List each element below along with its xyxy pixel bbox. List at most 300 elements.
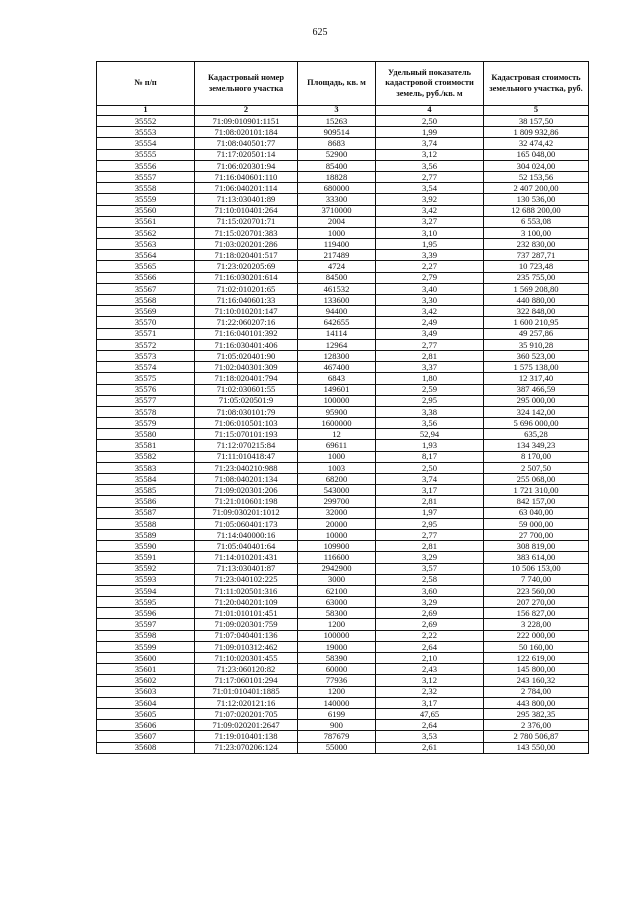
cell-row-number: 35566 xyxy=(97,272,195,283)
cell-cadastral-value: 156 827,00 xyxy=(484,608,589,619)
cell-row-number: 35587 xyxy=(97,507,195,518)
cell-area: 109900 xyxy=(298,541,376,552)
cell-row-number: 35599 xyxy=(97,641,195,652)
cell-row-number: 35607 xyxy=(97,731,195,742)
cell-unit-value: 2,77 xyxy=(376,529,484,540)
cell-row-number: 35580 xyxy=(97,429,195,440)
cell-area: 19000 xyxy=(298,641,376,652)
table-row xyxy=(97,653,589,664)
cell-cadastral-number: 71:23:040102:225 xyxy=(195,574,298,585)
cell-cadastral-value: 10 723,48 xyxy=(484,261,589,272)
table-row xyxy=(97,720,589,731)
table-row xyxy=(97,462,589,473)
cell-cadastral-value: 52 153,56 xyxy=(484,171,589,182)
table-row xyxy=(97,317,589,328)
cell-cadastral-value: 1 721 310,00 xyxy=(484,485,589,496)
cell-cadastral-number: 71:12:020121:16 xyxy=(195,697,298,708)
cell-row-number: 35600 xyxy=(97,653,195,664)
table-row xyxy=(97,429,589,440)
table-row xyxy=(97,194,589,205)
header-area: Площадь, кв. м xyxy=(298,62,376,106)
cell-cadastral-value: 383 614,00 xyxy=(484,552,589,563)
cell-row-number: 35585 xyxy=(97,485,195,496)
cell-unit-value: 3,49 xyxy=(376,328,484,339)
cell-area: 680000 xyxy=(298,183,376,194)
cell-cadastral-value: 304 024,00 xyxy=(484,160,589,171)
cell-area: 217489 xyxy=(298,250,376,261)
cell-cadastral-number: 71:18:020401:794 xyxy=(195,373,298,384)
cell-area: 55000 xyxy=(298,742,376,753)
table-row xyxy=(97,686,589,697)
cell-cadastral-number: 71:05:040401:64 xyxy=(195,541,298,552)
cell-cadastral-number: 71:10:010401:264 xyxy=(195,205,298,216)
cell-cadastral-value: 38 157,50 xyxy=(484,116,589,127)
cell-cadastral-number: 71:05:020401:90 xyxy=(195,350,298,361)
cell-row-number: 35569 xyxy=(97,306,195,317)
table-row xyxy=(97,406,589,417)
header-row xyxy=(97,62,589,106)
column-number: 1 xyxy=(97,106,195,116)
cell-row-number: 35575 xyxy=(97,373,195,384)
cell-cadastral-value: 143 550,00 xyxy=(484,742,589,753)
cell-cadastral-number: 71:20:040201:109 xyxy=(195,597,298,608)
cell-row-number: 35589 xyxy=(97,529,195,540)
cell-unit-value: 1,99 xyxy=(376,127,484,138)
table-row xyxy=(97,552,589,563)
cell-cadastral-number: 71:03:020201:286 xyxy=(195,239,298,250)
cell-area: 18828 xyxy=(298,171,376,182)
table-row xyxy=(97,149,589,160)
cell-area: 116600 xyxy=(298,552,376,563)
table-row xyxy=(97,418,589,429)
cell-unit-value: 8,17 xyxy=(376,451,484,462)
table-row xyxy=(97,529,589,540)
cell-row-number: 35597 xyxy=(97,619,195,630)
cell-cadastral-number: 71:10:010201:147 xyxy=(195,306,298,317)
cell-cadastral-value: 1 569 208,80 xyxy=(484,283,589,294)
header-cadastral-number: Кадастровый номер земельного участка xyxy=(195,62,298,106)
cell-cadastral-value: 12 317,40 xyxy=(484,373,589,384)
cell-cadastral-number: 71:22:060207:16 xyxy=(195,317,298,328)
cell-unit-value: 3,38 xyxy=(376,406,484,417)
cell-row-number: 35568 xyxy=(97,295,195,306)
cell-unit-value: 1,80 xyxy=(376,373,484,384)
cell-cadastral-value: 32 474,42 xyxy=(484,138,589,149)
cell-row-number: 35573 xyxy=(97,350,195,361)
cell-unit-value: 2,22 xyxy=(376,630,484,641)
cell-row-number: 35582 xyxy=(97,451,195,462)
cell-area: 12 xyxy=(298,429,376,440)
cell-unit-value: 3,60 xyxy=(376,585,484,596)
cell-area: 100000 xyxy=(298,630,376,641)
cell-cadastral-value: 322 848,00 xyxy=(484,306,589,317)
table-row xyxy=(97,272,589,283)
cell-row-number: 35574 xyxy=(97,362,195,373)
cell-row-number: 35590 xyxy=(97,541,195,552)
cell-cadastral-number: 71:16:040601:33 xyxy=(195,295,298,306)
cell-cadastral-number: 71:14:010201:431 xyxy=(195,552,298,563)
cell-unit-value: 2,81 xyxy=(376,541,484,552)
cell-area: 58390 xyxy=(298,653,376,664)
cell-cadastral-number: 71:05:060401:173 xyxy=(195,518,298,529)
cell-cadastral-value: 145 800,00 xyxy=(484,664,589,675)
cell-row-number: 35605 xyxy=(97,708,195,719)
cell-unit-value: 3,42 xyxy=(376,306,484,317)
cell-area: 58300 xyxy=(298,608,376,619)
cell-area: 299700 xyxy=(298,496,376,507)
cell-row-number: 35558 xyxy=(97,183,195,194)
cell-cadastral-number: 71:23:020205:69 xyxy=(195,261,298,272)
cell-unit-value: 2,32 xyxy=(376,686,484,697)
cell-cadastral-number: 71:07:020201:705 xyxy=(195,708,298,719)
cell-cadastral-value: 10 506 153,00 xyxy=(484,563,589,574)
cell-cadastral-value: 1 575 138,00 xyxy=(484,362,589,373)
cell-row-number: 35608 xyxy=(97,742,195,753)
cell-row-number: 35554 xyxy=(97,138,195,149)
cell-area: 140000 xyxy=(298,697,376,708)
table-row xyxy=(97,541,589,552)
cell-cadastral-number: 71:17:060101:294 xyxy=(195,675,298,686)
table-row xyxy=(97,485,589,496)
table-row xyxy=(97,227,589,238)
cell-row-number: 35562 xyxy=(97,227,195,238)
cell-row-number: 35552 xyxy=(97,116,195,127)
cell-cadastral-value: 295 382,35 xyxy=(484,708,589,719)
cell-row-number: 35570 xyxy=(97,317,195,328)
cell-row-number: 35603 xyxy=(97,686,195,697)
cell-unit-value: 2,95 xyxy=(376,518,484,529)
cell-row-number: 35586 xyxy=(97,496,195,507)
cell-row-number: 35579 xyxy=(97,418,195,429)
cell-cadastral-value: 635,28 xyxy=(484,429,589,440)
cell-row-number: 35602 xyxy=(97,675,195,686)
cell-area: 100000 xyxy=(298,395,376,406)
cell-unit-value: 2,69 xyxy=(376,619,484,630)
cell-unit-value: 3,37 xyxy=(376,362,484,373)
cell-unit-value: 2,95 xyxy=(376,395,484,406)
cell-area: 33300 xyxy=(298,194,376,205)
table-row xyxy=(97,608,589,619)
table-row xyxy=(97,127,589,138)
cell-unit-value: 3,56 xyxy=(376,160,484,171)
cell-row-number: 35591 xyxy=(97,552,195,563)
cell-area: 2004 xyxy=(298,216,376,227)
cell-row-number: 35565 xyxy=(97,261,195,272)
cell-unit-value: 2,64 xyxy=(376,641,484,652)
cell-cadastral-value: 134 349,23 xyxy=(484,440,589,451)
cell-unit-value: 2,59 xyxy=(376,384,484,395)
cell-cadastral-value: 842 157,00 xyxy=(484,496,589,507)
cell-unit-value: 2,50 xyxy=(376,462,484,473)
table-row xyxy=(97,474,589,485)
cell-area: 94400 xyxy=(298,306,376,317)
table-row xyxy=(97,283,589,294)
cell-unit-value: 3,74 xyxy=(376,138,484,149)
cell-unit-value: 3,29 xyxy=(376,552,484,563)
cell-area: 85400 xyxy=(298,160,376,171)
cell-row-number: 35577 xyxy=(97,395,195,406)
header-unit-value: Удельный показатель кадастровой стоимости земель, руб./кв. м xyxy=(376,62,484,106)
cell-cadastral-number: 71:01:010101:451 xyxy=(195,608,298,619)
table-row xyxy=(97,362,589,373)
cell-unit-value: 3,29 xyxy=(376,597,484,608)
cell-cadastral-value: 440 880,00 xyxy=(484,295,589,306)
cell-unit-value: 1,93 xyxy=(376,440,484,451)
cell-cadastral-number: 71:13:030401:89 xyxy=(195,194,298,205)
cell-cadastral-number: 71:08:030101:79 xyxy=(195,406,298,417)
cell-cadastral-value: 3 100,00 xyxy=(484,227,589,238)
cell-cadastral-value: 308 819,00 xyxy=(484,541,589,552)
cell-unit-value: 3,10 xyxy=(376,227,484,238)
cell-unit-value: 2,27 xyxy=(376,261,484,272)
cell-area: 8683 xyxy=(298,138,376,149)
cell-cadastral-value: 222 000,00 xyxy=(484,630,589,641)
cell-unit-value: 3,39 xyxy=(376,250,484,261)
cell-cadastral-number: 71:09:020301:759 xyxy=(195,619,298,630)
cell-cadastral-value: 737 287,71 xyxy=(484,250,589,261)
cell-row-number: 35594 xyxy=(97,585,195,596)
table-row xyxy=(97,451,589,462)
cell-area: 1000 xyxy=(298,227,376,238)
cell-unit-value: 3,17 xyxy=(376,697,484,708)
table-row xyxy=(97,563,589,574)
cell-cadastral-value: 1 600 210,95 xyxy=(484,317,589,328)
table-row xyxy=(97,138,589,149)
cell-cadastral-number: 71:06:040201:114 xyxy=(195,183,298,194)
cell-area: 909514 xyxy=(298,127,376,138)
cell-cadastral-value: 2 507,50 xyxy=(484,462,589,473)
cell-area: 1600000 xyxy=(298,418,376,429)
table-row xyxy=(97,250,589,261)
cell-row-number: 35576 xyxy=(97,384,195,395)
cadastral-value-table xyxy=(96,61,589,754)
cell-row-number: 35593 xyxy=(97,574,195,585)
cell-cadastral-value: 207 270,00 xyxy=(484,597,589,608)
table-row xyxy=(97,742,589,753)
cell-cadastral-value: 130 536,00 xyxy=(484,194,589,205)
cell-area: 6843 xyxy=(298,373,376,384)
cell-row-number: 35572 xyxy=(97,339,195,350)
cell-cadastral-number: 71:08:040501:77 xyxy=(195,138,298,149)
table-row xyxy=(97,518,589,529)
column-number: 3 xyxy=(298,106,376,116)
cell-row-number: 35560 xyxy=(97,205,195,216)
cell-unit-value: 3,12 xyxy=(376,149,484,160)
cell-unit-value: 3,57 xyxy=(376,563,484,574)
cell-cadastral-number: 71:11:020501:316 xyxy=(195,585,298,596)
cell-area: 63000 xyxy=(298,597,376,608)
cell-cadastral-number: 71:06:010501:103 xyxy=(195,418,298,429)
table-row xyxy=(97,160,589,171)
cell-unit-value: 2,50 xyxy=(376,116,484,127)
column-number: 2 xyxy=(195,106,298,116)
cell-row-number: 35555 xyxy=(97,149,195,160)
cell-cadastral-value: 27 700,00 xyxy=(484,529,589,540)
cell-cadastral-value: 59 000,00 xyxy=(484,518,589,529)
cell-unit-value: 3,53 xyxy=(376,731,484,742)
cell-cadastral-value: 12 688 200,00 xyxy=(484,205,589,216)
cell-unit-value: 3,54 xyxy=(376,183,484,194)
cell-area: 119400 xyxy=(298,239,376,250)
table-row xyxy=(97,641,589,652)
cell-area: 10000 xyxy=(298,529,376,540)
cell-cadastral-number: 71:23:070206:124 xyxy=(195,742,298,753)
cell-area: 32000 xyxy=(298,507,376,518)
table-body xyxy=(97,116,589,754)
cell-row-number: 35596 xyxy=(97,608,195,619)
cell-cadastral-number: 71:09:020301:206 xyxy=(195,485,298,496)
cell-cadastral-number: 71:09:010901:1151 xyxy=(195,116,298,127)
cell-cadastral-number: 71:08:040201:134 xyxy=(195,474,298,485)
table-row xyxy=(97,597,589,608)
table-row xyxy=(97,116,589,127)
cell-unit-value: 2,58 xyxy=(376,574,484,585)
cell-cadastral-number: 71:05:020501:9 xyxy=(195,395,298,406)
cell-cadastral-number: 71:09:030201:1012 xyxy=(195,507,298,518)
cell-area: 4724 xyxy=(298,261,376,272)
cell-area: 62100 xyxy=(298,585,376,596)
cell-cadastral-value: 122 619,00 xyxy=(484,653,589,664)
cell-cadastral-value: 243 160,32 xyxy=(484,675,589,686)
cell-cadastral-value: 7 740,00 xyxy=(484,574,589,585)
table-row xyxy=(97,619,589,630)
cell-cadastral-value: 255 068,00 xyxy=(484,474,589,485)
column-number: 5 xyxy=(484,106,589,116)
cell-row-number: 35595 xyxy=(97,597,195,608)
cell-cadastral-number: 71:14:040000:16 xyxy=(195,529,298,540)
cell-cadastral-value: 49 257,86 xyxy=(484,328,589,339)
cell-area: 69611 xyxy=(298,440,376,451)
cell-area: 133600 xyxy=(298,295,376,306)
table-row xyxy=(97,496,589,507)
cell-unit-value: 2,79 xyxy=(376,272,484,283)
table-row xyxy=(97,306,589,317)
column-number-row xyxy=(97,106,589,116)
cell-area: 3000 xyxy=(298,574,376,585)
cell-unit-value: 2,43 xyxy=(376,664,484,675)
cell-unit-value: 3,17 xyxy=(376,485,484,496)
cell-area: 467400 xyxy=(298,362,376,373)
cell-area: 95900 xyxy=(298,406,376,417)
cell-cadastral-number: 71:16:030201:614 xyxy=(195,272,298,283)
table-row xyxy=(97,585,589,596)
cell-row-number: 35561 xyxy=(97,216,195,227)
cell-row-number: 35571 xyxy=(97,328,195,339)
cell-cadastral-number: 71:15:020701:71 xyxy=(195,216,298,227)
table-row xyxy=(97,295,589,306)
table-row xyxy=(97,507,589,518)
cell-cadastral-number: 71:10:020301:455 xyxy=(195,653,298,664)
cell-unit-value: 3,12 xyxy=(376,675,484,686)
cell-cadastral-number: 71:02:030601:55 xyxy=(195,384,298,395)
cell-unit-value: 3,74 xyxy=(376,474,484,485)
cell-unit-value: 2,61 xyxy=(376,742,484,753)
table-row xyxy=(97,373,589,384)
cell-unit-value: 2,10 xyxy=(376,653,484,664)
cell-row-number: 35583 xyxy=(97,462,195,473)
cell-unit-value: 52,94 xyxy=(376,429,484,440)
table-row xyxy=(97,697,589,708)
cell-area: 543000 xyxy=(298,485,376,496)
cell-area: 1003 xyxy=(298,462,376,473)
cell-cadastral-value: 8 170,00 xyxy=(484,451,589,462)
cell-cadastral-number: 71:23:060120:82 xyxy=(195,664,298,675)
cell-cadastral-number: 71:12:070215:84 xyxy=(195,440,298,451)
cell-area: 900 xyxy=(298,720,376,731)
cell-row-number: 35581 xyxy=(97,440,195,451)
cell-cadastral-value: 2 780 506,87 xyxy=(484,731,589,742)
cell-row-number: 35563 xyxy=(97,239,195,250)
column-number: 4 xyxy=(376,106,484,116)
cell-cadastral-value: 3 228,00 xyxy=(484,619,589,630)
cell-unit-value: 3,42 xyxy=(376,205,484,216)
cell-area: 84500 xyxy=(298,272,376,283)
cell-area: 77936 xyxy=(298,675,376,686)
cell-cadastral-number: 71:07:040401:136 xyxy=(195,630,298,641)
cell-cadastral-number: 71:09:020201:2647 xyxy=(195,720,298,731)
table-row xyxy=(97,183,589,194)
cell-row-number: 35559 xyxy=(97,194,195,205)
table-row xyxy=(97,731,589,742)
table-row xyxy=(97,630,589,641)
cell-cadastral-value: 443 800,00 xyxy=(484,697,589,708)
cell-area: 3710000 xyxy=(298,205,376,216)
cell-unit-value: 3,30 xyxy=(376,295,484,306)
cell-cadastral-number: 71:19:010401:138 xyxy=(195,731,298,742)
cell-unit-value: 2,81 xyxy=(376,350,484,361)
cell-area: 14114 xyxy=(298,328,376,339)
cell-row-number: 35567 xyxy=(97,283,195,294)
cell-cadastral-value: 232 830,00 xyxy=(484,239,589,250)
cell-area: 20000 xyxy=(298,518,376,529)
cell-cadastral-value: 324 142,00 xyxy=(484,406,589,417)
cell-area: 52900 xyxy=(298,149,376,160)
cell-cadastral-value: 387 466,59 xyxy=(484,384,589,395)
cell-cadastral-number: 71:06:020301:94 xyxy=(195,160,298,171)
cell-cadastral-value: 1 809 932,86 xyxy=(484,127,589,138)
table-row xyxy=(97,395,589,406)
cell-area: 1200 xyxy=(298,686,376,697)
cell-row-number: 35557 xyxy=(97,171,195,182)
cell-cadastral-number: 71:02:010201:65 xyxy=(195,283,298,294)
cell-cadastral-number: 71:08:020101:184 xyxy=(195,127,298,138)
cell-area: 642655 xyxy=(298,317,376,328)
cell-area: 149601 xyxy=(298,384,376,395)
cell-unit-value: 3,56 xyxy=(376,418,484,429)
header-cadastral-value: Кадастровая стоимость земельного участка, руб. xyxy=(484,62,589,106)
cell-cadastral-value: 235 755,00 xyxy=(484,272,589,283)
cell-row-number: 35601 xyxy=(97,664,195,675)
cell-unit-value: 3,92 xyxy=(376,194,484,205)
table-row xyxy=(97,574,589,585)
cell-area: 12964 xyxy=(298,339,376,350)
cell-cadastral-value: 63 040,00 xyxy=(484,507,589,518)
cell-row-number: 35578 xyxy=(97,406,195,417)
cell-unit-value: 2,49 xyxy=(376,317,484,328)
header-row-number: № п/п xyxy=(97,62,195,106)
cell-cadastral-value: 295 000,00 xyxy=(484,395,589,406)
cell-row-number: 35606 xyxy=(97,720,195,731)
cell-unit-value: 1,95 xyxy=(376,239,484,250)
table-row xyxy=(97,350,589,361)
table-row xyxy=(97,171,589,182)
table-row xyxy=(97,339,589,350)
cell-cadastral-value: 35 910,28 xyxy=(484,339,589,350)
cell-row-number: 35553 xyxy=(97,127,195,138)
cell-row-number: 35592 xyxy=(97,563,195,574)
cell-cadastral-value: 6 553,08 xyxy=(484,216,589,227)
cell-cadastral-number: 71:09:010312:462 xyxy=(195,641,298,652)
